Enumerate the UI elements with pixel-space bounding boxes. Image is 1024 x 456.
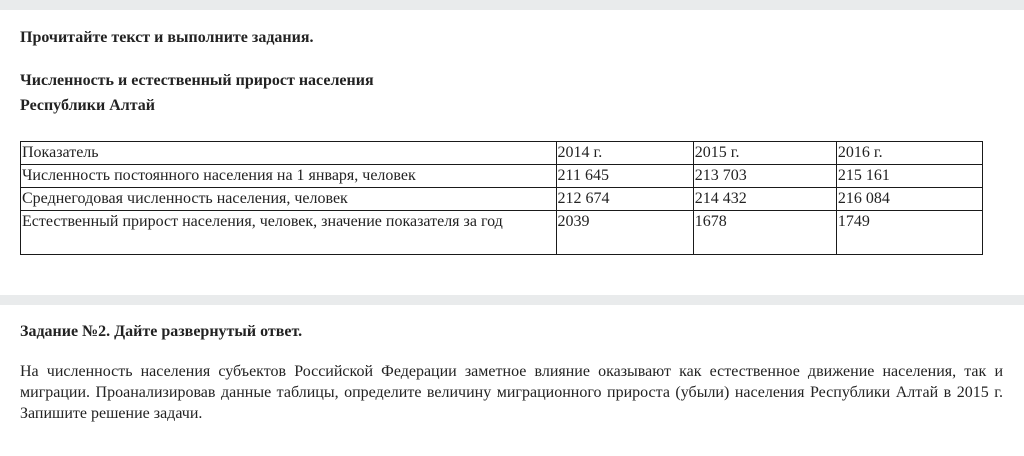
task-text: На численность населения субъектов Российской Федерации заметное влияние оказывают как естественное движение населения, так и миграции. Проанализировав данные таблицы, определите величину миграционного прироста (убыли) населения Республики Алтай в 2015 г. Запишите решение задачи. xyxy=(20,363,1003,422)
top-divider xyxy=(0,0,1024,10)
table-title-line-2: Республики Алтай xyxy=(20,97,156,114)
section-divider xyxy=(0,295,1024,305)
table-cell: 1678 xyxy=(693,211,836,255)
table-title xyxy=(20,68,374,118)
table-cell: 216 084 xyxy=(836,188,982,211)
table-cell: 214 432 xyxy=(693,188,836,211)
table-header-row xyxy=(21,142,983,165)
table-cell: 213 703 xyxy=(693,165,836,188)
column-header: Показатель xyxy=(21,142,557,165)
table-row xyxy=(21,165,983,188)
task-title: Задание №2. Дайте развернутый ответ. xyxy=(20,323,303,340)
table-cell: Естественный прирост населения, человек, значение показателя за год xyxy=(21,211,557,255)
table-title-line-1: Численность и естественный прирост населения xyxy=(20,72,374,89)
table-cell: 212 674 xyxy=(556,188,693,211)
table-cell: Среднегодовая численность населения, человек xyxy=(21,188,557,211)
table-cell: 215 161 xyxy=(836,165,982,188)
population-table xyxy=(20,141,983,255)
column-header: 2015 г. xyxy=(693,142,836,165)
column-header: 2014 г. xyxy=(556,142,693,165)
table-cell: 1749 xyxy=(836,211,982,255)
table-row xyxy=(21,188,983,211)
table-cell: Численность постоянного населения на 1 января, человек xyxy=(21,165,557,188)
column-header: 2016 г. xyxy=(836,142,982,165)
instruction-text: Прочитайте текст и выполните задания. xyxy=(20,29,314,46)
table-row xyxy=(21,211,983,255)
table-cell: 211 645 xyxy=(556,165,693,188)
table-cell: 2039 xyxy=(556,211,693,255)
